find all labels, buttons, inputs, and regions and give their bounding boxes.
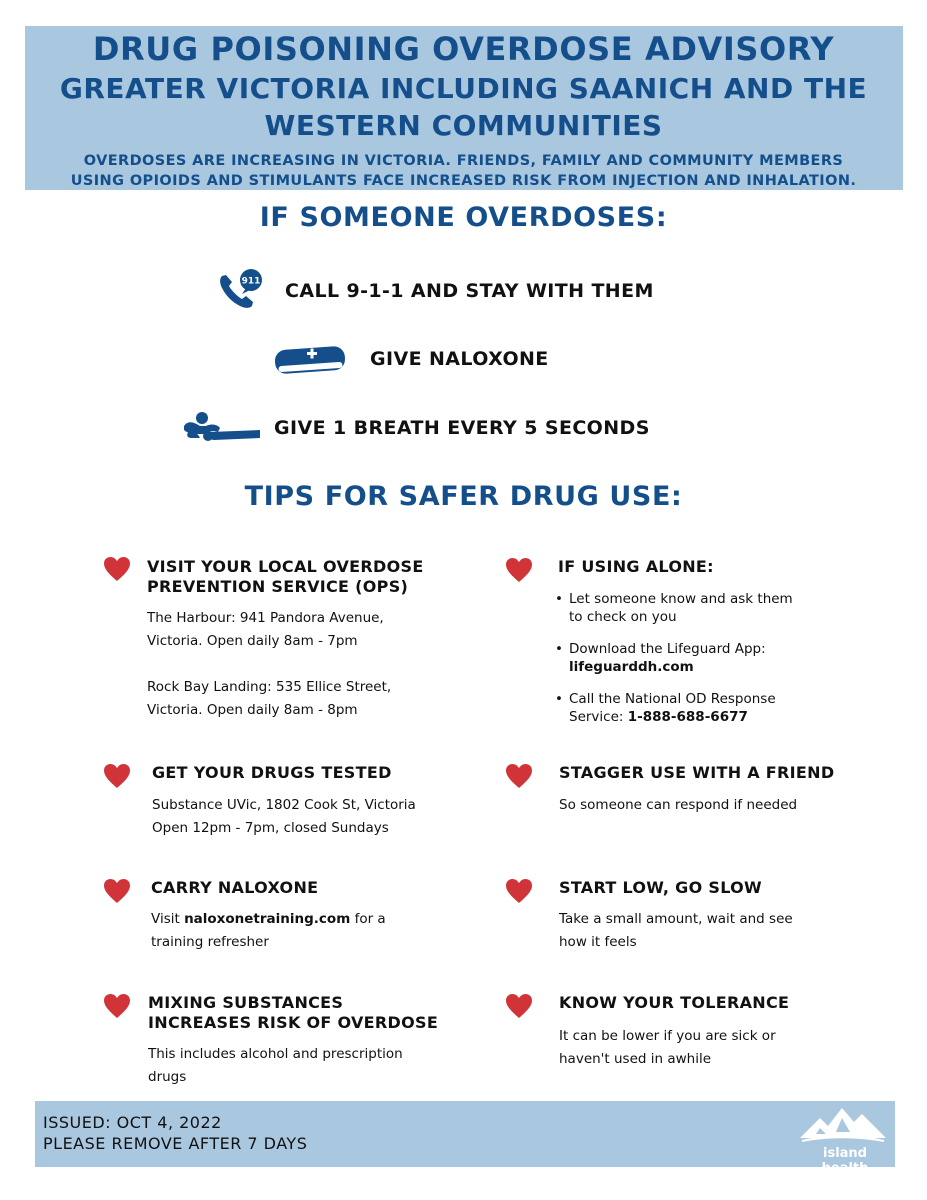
island-health-logo-icon — [798, 1104, 888, 1146]
advisory-subtitle: OVERDOSES ARE INCREASING IN VICTORIA. FRIENDS, FAMILY AND COMMUNITY MEMBERS USING OPIOIDS AND STIMULANTS FACE INCREASED RISK FROM INJECTION AND INHALATION. — [70, 153, 857, 189]
step-give-naloxone: GIVE NALOXONE — [370, 348, 549, 370]
tip-title-stagger-use: STAGGER USE WITH A FRIEND — [559, 763, 835, 782]
tip-body-carry-naloxone: Visit naloxonetraining.com for a training refresher — [151, 911, 386, 950]
tip-title-carry-naloxone: CARRY NALOXONE — [151, 878, 319, 897]
tip-title-using-alone: IF USING ALONE: — [558, 557, 714, 576]
tip-body-start-low: Take a small amount, wait and see how it feels — [559, 911, 793, 950]
naloxone-training-link[interactable]: naloxonetraining.com — [184, 911, 351, 927]
island-health-logo-text: island health — [821, 1146, 869, 1176]
list-item: • Download the Lifeguard App: lifeguarddh.com — [555, 640, 825, 676]
heart-icon — [103, 556, 131, 582]
tip-title-start-low: START LOW, GO SLOW — [559, 878, 762, 897]
tip-body-ops: The Harbour: 941 Pandora Avenue, Victoria. Open daily 8am - 7pm Rock Bay Landing: 535 Ellice Street, Victoria. Open daily 8am - 8pm — [147, 610, 392, 718]
region-title-line2: WESTERN COMMUNITIES — [264, 109, 663, 142]
heart-icon — [103, 763, 131, 789]
list-item: • Call the National OD Response Service: 1-888-688-6677 — [555, 690, 825, 726]
issued-date: ISSUED: OCT 4, 2022 — [43, 1113, 222, 1132]
list-item: • Let someone know and ask them to check on you — [555, 590, 825, 626]
heart-icon — [505, 763, 533, 789]
tips-heading: TIPS FOR SAFER DRUG USE: — [244, 481, 683, 512]
tip-title-tolerance: KNOW YOUR TOLERANCE — [559, 993, 790, 1012]
heart-icon — [103, 878, 131, 904]
heart-icon — [505, 878, 533, 904]
tip-body-tolerance: It can be lower if you are sick or haven't used in awhile — [559, 1028, 776, 1067]
page-title: DRUG POISONING OVERDOSE ADVISORY — [92, 30, 835, 68]
overdose-heading: IF SOMEONE OVERDOSES: — [259, 202, 668, 233]
lifeguard-link[interactable]: lifeguarddh.com — [569, 659, 694, 675]
tip-title-drug-testing: GET YOUR DRUGS TESTED — [152, 763, 392, 782]
naloxone-kit-icon — [272, 344, 348, 378]
using-alone-list — [555, 590, 825, 740]
badge-911-text: 911 — [241, 276, 261, 287]
od-response-phone[interactable]: 1-888-688-6677 — [627, 709, 748, 725]
tip-body-drug-testing: Substance UVic, 1802 Cook St, Victoria Open 12pm - 7pm, closed Sundays — [152, 797, 416, 836]
heart-icon — [103, 993, 131, 1019]
tip-body-mixing: This includes alcohol and prescription drugs — [148, 1046, 403, 1085]
rescue-breathing-icon — [180, 410, 262, 444]
phone-911-icon — [216, 266, 262, 312]
removal-notice: PLEASE REMOVE AFTER 7 DAYS — [43, 1134, 308, 1153]
region-title-line1: GREATER VICTORIA INCLUDING SAANICH AND THE — [59, 72, 868, 105]
tip-body-stagger-use: So someone can respond if needed — [559, 797, 798, 813]
tip-title-mixing: MIXING SUBSTANCES INCREASES RISK OF OVERDOSE — [148, 993, 439, 1032]
heart-icon — [505, 557, 533, 583]
heart-icon — [505, 993, 533, 1019]
step-call-911: CALL 9-1-1 AND STAY WITH THEM — [285, 280, 654, 302]
tip-title-ops: VISIT YOUR LOCAL OVERDOSE PREVENTION SERVICE (OPS) — [147, 557, 424, 596]
step-rescue-breathing: GIVE 1 BREATH EVERY 5 SECONDS — [274, 417, 650, 439]
